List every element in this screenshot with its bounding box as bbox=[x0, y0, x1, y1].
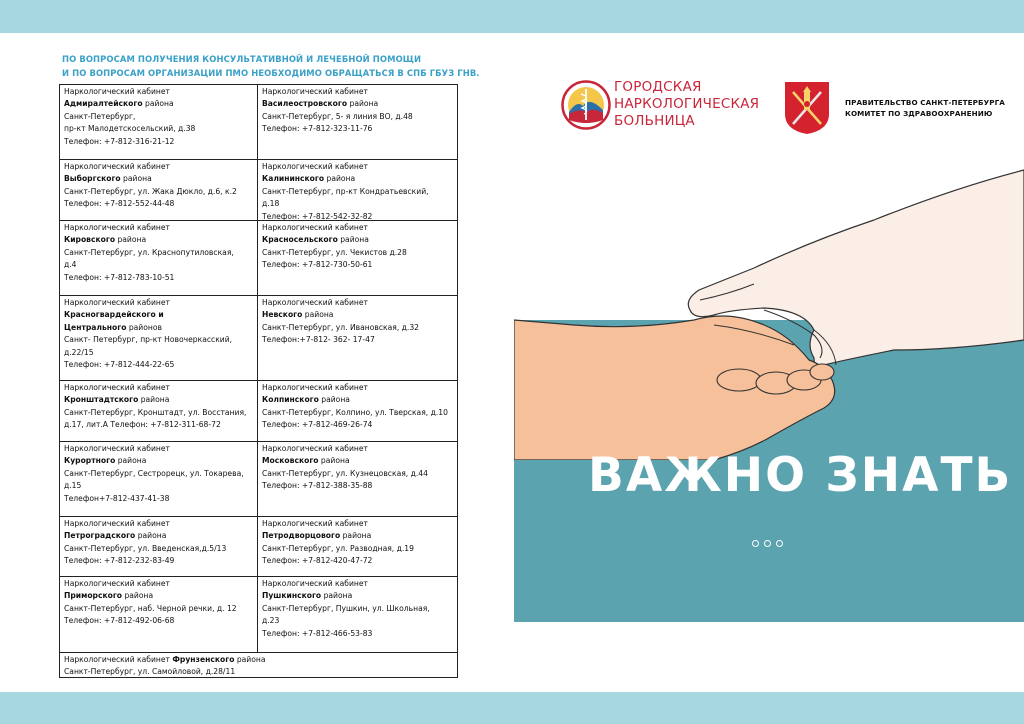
cabinet-text: Телефон: +7-812-420-47-72 bbox=[262, 556, 373, 566]
cabinet-line bbox=[262, 211, 454, 221]
bottom-band bbox=[0, 692, 1024, 724]
cabinet-cell bbox=[60, 296, 258, 381]
cabinet-text: Санкт-Петербург, ул. Разводная, д.19 bbox=[262, 543, 414, 553]
cabinet-text: Наркологический кабинет bbox=[262, 444, 368, 453]
cabinet-line bbox=[64, 173, 253, 185]
cabinet-line bbox=[64, 247, 253, 259]
cabinet-cell bbox=[60, 381, 258, 442]
cabinet-line bbox=[64, 480, 253, 492]
cabinet-line bbox=[262, 443, 454, 455]
cabinet-text: района bbox=[318, 456, 350, 466]
cabinet-line bbox=[64, 322, 253, 334]
cabinet-text: района bbox=[324, 174, 356, 184]
cabinet-line bbox=[64, 555, 253, 567]
cabinet-text: Санкт-Петербург, ул. Краснопутиловская, bbox=[64, 247, 234, 257]
cabinet-line bbox=[64, 419, 253, 431]
cabinet-text: Наркологический кабинет bbox=[64, 383, 170, 392]
cabinet-text: Телефон+7-812-437-41-38 bbox=[64, 493, 170, 503]
cabinet-text: Санкт-Петербург, 5- я линия ВО, д.48 bbox=[262, 111, 413, 121]
cabinet-line bbox=[64, 347, 253, 359]
top-band bbox=[0, 0, 1024, 33]
heading-line-2: И ПО ВОПРОСАМ ОРГАНИЗАЦИИ ПМО НЕОБХОДИМО ОБРАЩАТЬСЯ В СПБ ГБУЗ ГНВ. bbox=[62, 68, 480, 78]
cabinet-line bbox=[64, 407, 253, 419]
cabinet-line bbox=[64, 394, 253, 406]
cabinet-line bbox=[262, 543, 454, 555]
cabinet-line bbox=[262, 628, 454, 640]
cabinet-line bbox=[262, 234, 454, 246]
cabinet-line bbox=[64, 136, 253, 148]
cabinet-line bbox=[64, 123, 253, 135]
cabinet-line bbox=[64, 98, 253, 110]
cabinet-line bbox=[262, 578, 454, 590]
cabinet-line bbox=[262, 480, 454, 492]
district-name: Центрального bbox=[64, 322, 127, 332]
cabinet-text: пр-кт Малодетскосельский, д.38 bbox=[64, 124, 196, 134]
cabinet-line bbox=[64, 590, 253, 602]
cabinet-text: Санкт-Петербург, ул. Кузнецовская, д.44 bbox=[262, 468, 428, 478]
cabinet-text: района bbox=[135, 531, 167, 541]
cabinet-text: Санкт-Петербург, bbox=[64, 111, 136, 121]
cabinet-text: Наркологический кабинет bbox=[262, 519, 368, 528]
cabinet-cell bbox=[60, 221, 258, 296]
cabinet-line bbox=[64, 493, 253, 505]
cabinet-line bbox=[64, 111, 253, 123]
cabinet-line bbox=[262, 86, 454, 98]
cabinet-line bbox=[64, 543, 253, 555]
cabinet-text: Санкт- Петербург, пр-кт Новочеркасский, bbox=[64, 335, 233, 345]
cabinet-text: Телефон: +7-812-388-35-88 bbox=[262, 481, 373, 491]
cabinet-line bbox=[262, 222, 454, 234]
cabinet-cell bbox=[60, 85, 258, 160]
district-name: Кронштадтского bbox=[64, 395, 139, 405]
cabinet-line bbox=[64, 615, 253, 627]
district-name: Кировского bbox=[64, 235, 116, 245]
cabinet-line bbox=[262, 322, 454, 334]
cabinet-line bbox=[262, 590, 454, 602]
district-name: Петроградского bbox=[64, 531, 136, 541]
cabinet-line bbox=[64, 272, 253, 284]
cabinet-line bbox=[64, 297, 253, 309]
cabinet-text: Телефон: +7-812-444-22-65 bbox=[64, 360, 175, 370]
cabinet-cell bbox=[60, 517, 258, 577]
ellipsis-icon bbox=[752, 540, 783, 547]
cabinet-text: района bbox=[302, 310, 334, 320]
cabinet-text: д.23 bbox=[262, 616, 280, 626]
cabinet-line bbox=[64, 309, 253, 321]
cabinet-text: Телефон:+7-812- 362- 17-47 bbox=[262, 335, 375, 345]
cabinet-text: Телефон: +7-812-316-21-12 bbox=[64, 136, 175, 146]
cabinet-text: Наркологический кабинет bbox=[262, 162, 368, 171]
cabinet-line bbox=[262, 394, 454, 406]
cabinet-line bbox=[64, 518, 253, 530]
cabinet-line bbox=[64, 222, 253, 234]
government-name bbox=[845, 97, 1005, 119]
cabinet-text: д.22/15 bbox=[64, 347, 94, 357]
cabinet-directory-table bbox=[59, 84, 458, 678]
hospital-name bbox=[614, 79, 759, 130]
cabinet-text: Телефон: +7-812-469-26-74 bbox=[262, 420, 373, 430]
cabinet-text: Телефон: +7-812-492-06-68 bbox=[64, 616, 175, 626]
cabinet-cell bbox=[258, 296, 458, 381]
dot-1 bbox=[752, 540, 759, 547]
government-line-2: КОМИТЕТ ПО ЗДРАВООХРАНЕНИЮ bbox=[845, 109, 993, 118]
cabinet-text: Санкт-Петербург, ул. Самойловой, д.28/11 bbox=[64, 667, 236, 677]
cabinet-line bbox=[64, 86, 253, 98]
cabinet-text: д.4 bbox=[64, 260, 77, 270]
cabinet-text: Наркологический кабинет bbox=[262, 579, 368, 588]
cabinet-text: Наркологический кабинет bbox=[262, 298, 368, 307]
district-name: Фрунзенского bbox=[172, 655, 235, 664]
cabinet-line bbox=[64, 382, 253, 394]
cabinet-cell bbox=[258, 517, 458, 577]
district-name: Курортного bbox=[64, 456, 116, 466]
cabinet-line bbox=[64, 468, 253, 480]
dot-2 bbox=[764, 540, 771, 547]
cabinet-text: Наркологический кабинет bbox=[64, 162, 170, 171]
cabinet-line bbox=[262, 555, 454, 567]
cabinet-text: района bbox=[337, 235, 369, 245]
cabinet-text: Наркологический кабинет bbox=[262, 223, 368, 232]
cabinet-line bbox=[64, 234, 253, 246]
district-name: Московского bbox=[262, 456, 319, 466]
cabinet-text: Телефон: +7-812-542-32-82 bbox=[262, 211, 373, 221]
cabinet-text: Наркологический кабинет bbox=[64, 519, 170, 528]
cabinet-line bbox=[64, 443, 253, 455]
district-name: Петродворцового bbox=[262, 531, 341, 541]
district-name: Колпинского bbox=[262, 395, 319, 405]
cabinet-line bbox=[64, 259, 253, 271]
district-name: Калининского bbox=[262, 174, 325, 184]
cabinet-line bbox=[64, 578, 253, 590]
cabinet-line bbox=[262, 518, 454, 530]
cabinet-text: района bbox=[347, 99, 379, 109]
cabinet-line bbox=[262, 530, 454, 542]
district-name: Красногвардейского и bbox=[64, 310, 164, 320]
cabinet-line bbox=[64, 666, 454, 678]
cabinet-text: д.18 bbox=[262, 199, 280, 209]
cabinet-text: Наркологический кабинет bbox=[262, 87, 368, 96]
cabinet-text: районов bbox=[126, 322, 162, 332]
district-name: Адмиралтейского bbox=[64, 99, 143, 109]
cabinet-line bbox=[262, 123, 454, 135]
cabinet-line bbox=[262, 309, 454, 321]
cabinet-text: Наркологический кабинет bbox=[64, 579, 170, 588]
cabinet-cell bbox=[60, 442, 258, 517]
cabinet-line bbox=[262, 186, 454, 198]
cabinet-text: Санкт-Петербург, Колпино, ул. Тверская, д.10 bbox=[262, 407, 448, 417]
page-title: ВАЖНО ЗНАТЬ bbox=[588, 448, 1013, 503]
cabinet-text: Санкт-Петербург, пр-кт Кондратьевский, bbox=[262, 186, 429, 196]
district-name: Выборгского bbox=[64, 174, 121, 184]
heading-line-1: ПО ВОПРОСАМ ПОЛУЧЕНИЯ КОНСУЛЬТАТИВНОЙ И ЛЕЧЕБНОЙ ПОМОЩИ bbox=[62, 54, 422, 64]
cabinet-line bbox=[64, 359, 253, 371]
cabinet-cell bbox=[258, 160, 458, 221]
cabinet-text: Санкт-Петербург, наб. Черной речки, д. 12 bbox=[64, 603, 237, 613]
cabinet-cell bbox=[258, 221, 458, 296]
cabinet-line bbox=[262, 297, 454, 309]
cabinet-text: Наркологический кабинет bbox=[64, 87, 170, 96]
cabinet-text: района bbox=[340, 531, 372, 541]
cabinet-text: района bbox=[120, 174, 152, 184]
cabinet-line bbox=[64, 198, 253, 210]
cabinet-text: Наркологический кабинет bbox=[64, 444, 170, 453]
hospital-name-line-2: НАРКОЛОГИЧЕСКАЯ bbox=[614, 96, 760, 112]
cabinet-cell bbox=[258, 85, 458, 160]
hospital-emblem-icon bbox=[561, 80, 611, 130]
cabinet-cell bbox=[258, 577, 458, 653]
cabinet-cell bbox=[258, 381, 458, 442]
cabinet-text: района bbox=[122, 591, 154, 601]
cabinet-text: д.17, лит.А Телефон: +7-812-311-68-72 bbox=[64, 420, 221, 430]
district-name: Приморского bbox=[64, 591, 123, 601]
cabinet-line bbox=[64, 161, 253, 173]
cabinet-line bbox=[262, 455, 454, 467]
contact-heading bbox=[62, 52, 502, 80]
district-name: Василеостровского bbox=[262, 99, 348, 109]
cabinet-line bbox=[262, 603, 454, 615]
cabinet-text: района bbox=[115, 235, 147, 245]
cabinet-text: Санкт-Петербург, ул. Ивановская, д.32 bbox=[262, 322, 419, 332]
cabinet-cell bbox=[60, 577, 258, 653]
cabinet-text: д.15 bbox=[64, 481, 82, 491]
cabinet-line bbox=[64, 334, 253, 346]
cabinet-text: Санкт-Петербург, Пушкин, ул. Школьная, bbox=[262, 603, 430, 613]
cabinet-text: Телефон: +7-812-232-83-49 bbox=[64, 556, 175, 566]
cabinet-line bbox=[64, 455, 253, 467]
cabinet-cell bbox=[258, 442, 458, 517]
cabinet-line bbox=[262, 173, 454, 185]
cabinet-text: Наркологический кабинет bbox=[64, 223, 170, 232]
cabinet-line bbox=[262, 259, 454, 271]
dot-3 bbox=[776, 540, 783, 547]
cabinet-text: района bbox=[138, 395, 170, 405]
cabinet-text: Санкт-Петербург, Сестрорецк, ул. Токарева, bbox=[64, 468, 244, 478]
cabinet-text: Санкт-Петербург, Кронштадт, ул. Восстания, bbox=[64, 407, 247, 417]
cabinet-line bbox=[64, 186, 253, 198]
cabinet-text: Санкт-Петербург, ул. Чекистов д.28 bbox=[262, 247, 407, 257]
cabinet-text: Телефон: +7-812-730-50-61 bbox=[262, 260, 373, 270]
cabinet-line bbox=[262, 247, 454, 259]
cabinet-line bbox=[64, 530, 253, 542]
district-name: Невского bbox=[262, 310, 303, 320]
cabinet-line bbox=[262, 419, 454, 431]
cabinet-text: Телефон: +7-812-466-53-83 bbox=[262, 628, 373, 638]
cabinet-text: Телефон: +7-812-783-10-51 bbox=[64, 272, 175, 282]
cabinet-text: района bbox=[234, 655, 266, 664]
cabinet-line bbox=[262, 161, 454, 173]
cabinet-line bbox=[262, 407, 454, 419]
hospital-name-line-3: БОЛЬНИЦА bbox=[614, 113, 695, 129]
cabinet-text: района bbox=[115, 456, 147, 466]
cabinet-text: Санкт-Петербург, ул. Жака Дюкло, д.6, к.2 bbox=[64, 186, 237, 196]
cabinet-line bbox=[64, 603, 253, 615]
spb-crest-icon bbox=[783, 80, 831, 136]
cabinet-text: Наркологический кабинет bbox=[64, 655, 173, 664]
cabinet-text: Санкт-Петербург, ул. Введенская,д.5/13 bbox=[64, 543, 227, 553]
cabinet-line bbox=[262, 198, 454, 210]
cabinet-text: Наркологический кабинет bbox=[262, 383, 368, 392]
cabinet-text: Телефон: +7-812-323-11-76 bbox=[262, 124, 373, 134]
cabinet-line bbox=[262, 382, 454, 394]
helping-hands-illustration bbox=[514, 160, 1024, 460]
cabinet-text: района bbox=[142, 99, 174, 109]
cabinet-line bbox=[64, 654, 454, 666]
cabinet-text: района bbox=[321, 591, 353, 601]
cabinet-cell bbox=[60, 160, 258, 221]
cabinet-line bbox=[262, 615, 454, 627]
hospital-name-line-1: ГОРОДСКАЯ bbox=[614, 79, 702, 95]
cabinet-line bbox=[262, 468, 454, 480]
cabinet-line bbox=[262, 334, 454, 346]
cabinet-text: Телефон: +7-812-552-44-48 bbox=[64, 199, 175, 209]
cabinet-text: Наркологический кабинет bbox=[64, 298, 170, 307]
cabinet-line bbox=[262, 98, 454, 110]
district-name: Пушкинского bbox=[262, 591, 322, 601]
cabinet-line bbox=[262, 111, 454, 123]
district-name: Красносельского bbox=[262, 235, 338, 245]
government-line-1: ПРАВИТЕЛЬСТВО САНКТ-ПЕТЕРБУРГА bbox=[845, 98, 1005, 107]
cabinet-text: района bbox=[318, 395, 350, 405]
cabinet-cell bbox=[60, 653, 458, 679]
